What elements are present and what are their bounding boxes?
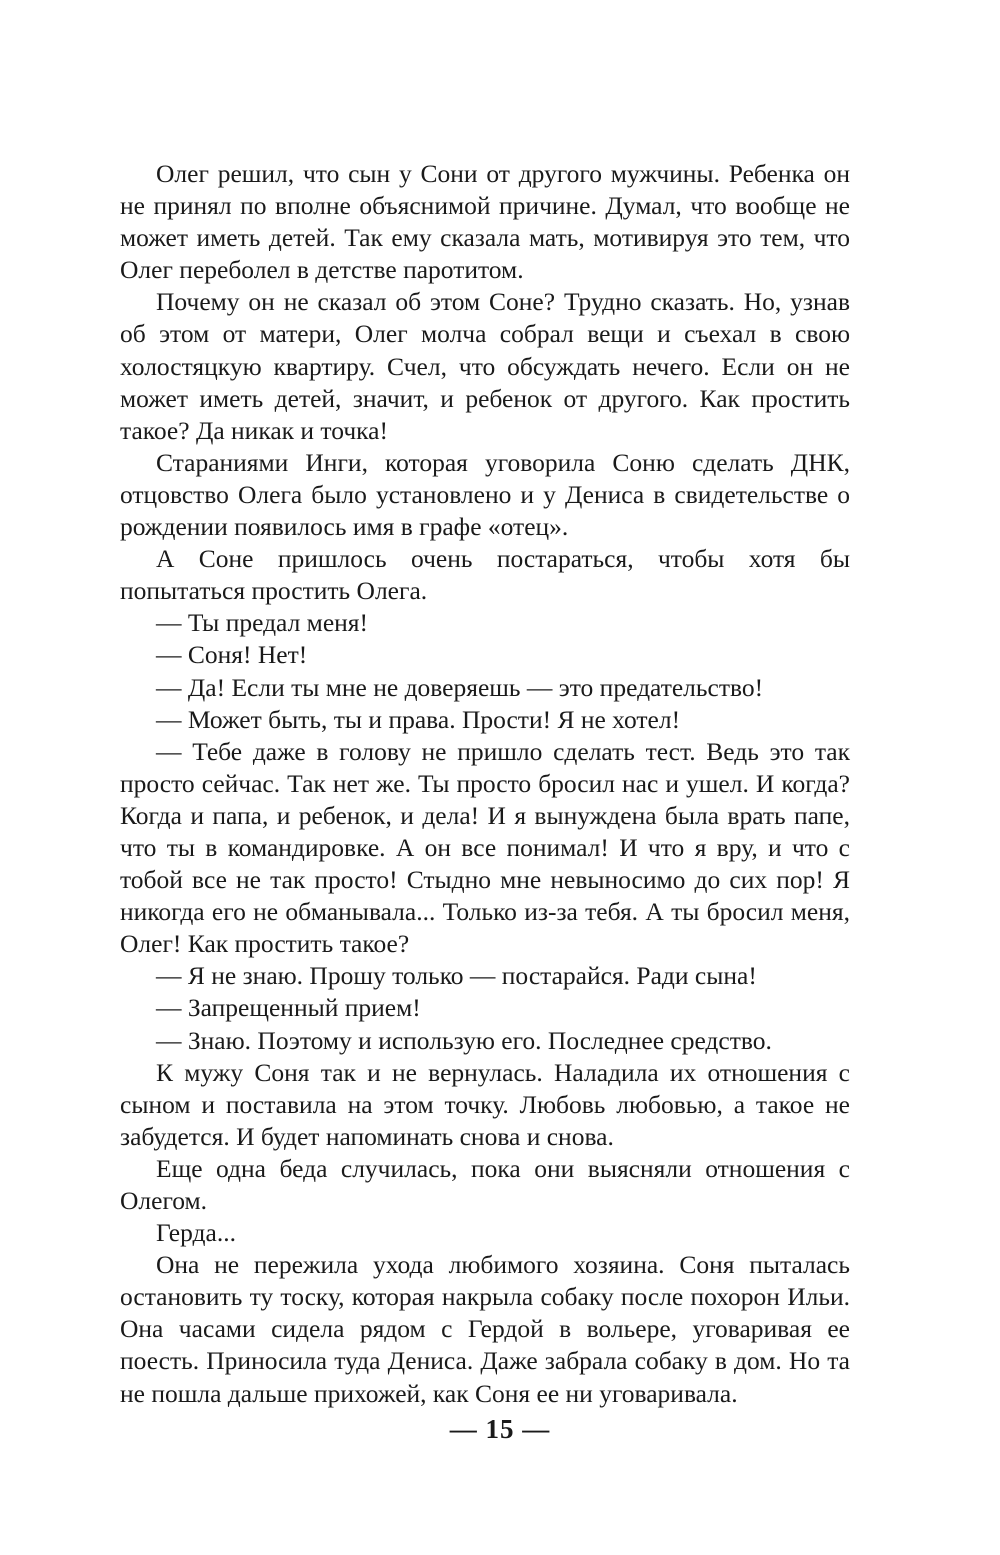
dialogue-line: — Тебе даже в голову не пришло сделать тест. Ведь это так просто сейчас. Так нет же. Ты просто бросил нас и ушел. И когда? Когда и папа, и ребенок, и дела! И я вынуждена была врать папе, что ты в командировке. А он все понимал! И что я вру, и что с тобой все не так просто! Стыдно мне невыносимо до сих пор! Я никогда его не обманывала... Только из-за тебя. А ты бросил меня, Олег! Как простить такое?: [120, 736, 850, 959]
dialogue-line: — Да! Если ты мне не доверяешь — это предательство!: [156, 672, 764, 702]
paragraph: Почему он не сказал об этом Соне? Трудно сказать. Но, узнав об этом от матери, Олег молча собрал вещи и съехал в свою холостяцкую квартиру. Счел, что обсуждать нечего. Если он не может иметь детей, значит, и ребенок от другого. Как простить такое? Да никак и точка!: [120, 287, 850, 445]
dialogue-line: — Ты предал меня!: [156, 608, 369, 638]
paragraph: Еще одна беда случилась, пока они выясняли отношения с Олегом.: [120, 1153, 850, 1215]
dialogue-line: — Соня! Нет!: [156, 640, 308, 670]
body-text: [120, 158, 850, 1410]
paragraph: А Соне пришлось очень постараться, чтобы хотя бы попытаться простить Олега.: [120, 544, 850, 606]
paragraph: Стараниями Инги, которая уговорила Соню сделать ДНК, отцовство Олега было установлено и у Дениса в свидетельстве о рождении появилось имя в графе «отец».: [120, 447, 850, 542]
paragraph: Она не пережила ухода любимого хозяина. Соня пыталась остановить ту тоску, которая накрыла собаку после похорон Ильи. Она часами сидела рядом с Гердой в вольере, уговаривая ее поесть. Приносила туда Дениса. Даже забрала собаку в дом. Но та не пошла дальше прихожей, как Соня ее ни уговаривала.: [120, 1250, 850, 1408]
paragraph: Олег решил, что сын у Сони от другого мужчины. Ребенка он не принял по вполне объяснимой причине. Думал, что вообще не может иметь детей. Так ему сказала мать, мотивируя это тем, что Олег переболел в детстве паротитом.: [120, 159, 850, 285]
paragraph: Герда...: [156, 1218, 236, 1248]
dialogue-line: — Запрещенный прием!: [156, 993, 421, 1023]
paragraph: К мужу Соня так и не вернулась. Наладила их отношения с сыном и поставила на этом точку. Любовь любовью, а такое не забудется. И будет напоминать снова и снова.: [120, 1057, 850, 1151]
dialogue-line: — Знаю. Поэтому и использую его. Последнее средство.: [156, 1025, 772, 1055]
page-number: — 15 —: [449, 1414, 551, 1444]
dialogue-line: — Я не знаю. Прошу только — постарайся. Ради сына!: [156, 961, 757, 991]
dialogue-line: — Может быть, ты и права. Прости! Я не хотел!: [156, 704, 681, 734]
